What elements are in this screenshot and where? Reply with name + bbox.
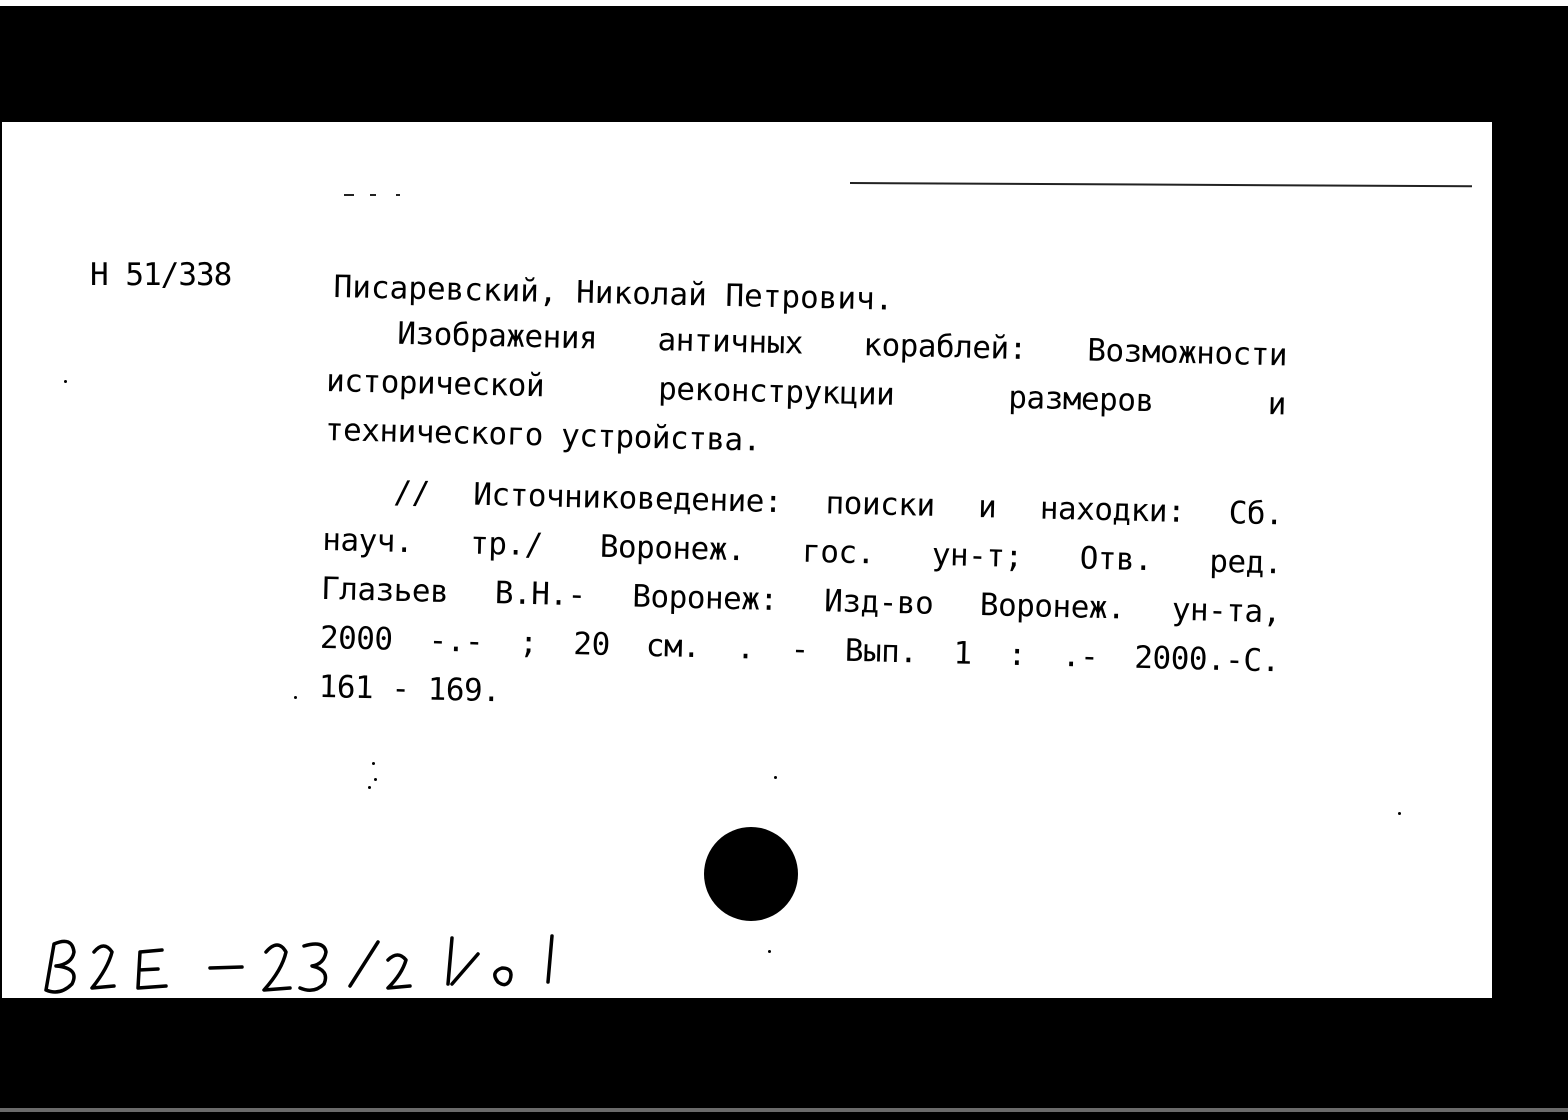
description-word: науч. xyxy=(321,521,414,561)
description-word: Отв. xyxy=(1079,540,1153,579)
description-word: . xyxy=(735,630,755,667)
handwritten-call-number xyxy=(32,912,592,998)
author-heading: Писаревский, Николай Петрович. xyxy=(333,269,894,318)
description-word: -.- xyxy=(428,622,484,660)
speck xyxy=(374,778,377,781)
description-word: Воронеж. xyxy=(979,587,1126,627)
description-word: .- xyxy=(1061,638,1099,675)
description-word: Изображения xyxy=(396,315,598,357)
speck xyxy=(768,950,771,953)
description-word: находки: xyxy=(1039,490,1186,530)
description-word: реконструкции xyxy=(657,371,895,413)
catalog-card xyxy=(2,122,1492,998)
description-word: : xyxy=(1007,636,1027,674)
description-word: размеров xyxy=(1007,379,1155,420)
description-word: см. xyxy=(645,627,701,666)
description-word: кораблей: xyxy=(862,327,1028,368)
speck xyxy=(1398,812,1401,815)
description-word: Воронеж. xyxy=(599,528,746,569)
description-word: тр./ xyxy=(469,525,544,564)
shelfmark: Н 51/338 xyxy=(90,257,232,293)
speck xyxy=(64,380,67,383)
description-word: 1 xyxy=(953,635,973,672)
description-word: 20 xyxy=(572,626,611,663)
description-word: Источниковедение: xyxy=(472,476,783,521)
description-word: гос. xyxy=(801,533,876,572)
description-word: ун-та, xyxy=(1171,591,1282,631)
description-word: технического устройства. xyxy=(324,411,762,459)
card-punch-hole xyxy=(704,827,798,921)
card-mark-dash xyxy=(370,194,376,196)
card-top-rule xyxy=(850,182,1472,187)
description-word: Сб. xyxy=(1228,495,1284,533)
description-word: Вып. xyxy=(844,632,918,671)
description-word: ред. xyxy=(1208,543,1283,582)
speck xyxy=(372,762,375,765)
speck xyxy=(368,786,371,789)
description-word: Изд-во xyxy=(823,583,934,622)
description-word: Возможности xyxy=(1086,332,1288,374)
description-word: 2000.-С. xyxy=(1133,639,1281,680)
speck xyxy=(294,696,297,699)
description-word: и xyxy=(977,488,997,526)
description-word: 2000 xyxy=(319,619,394,658)
description-word: В.Н.- xyxy=(494,575,587,614)
description-word: исторической xyxy=(325,362,545,405)
description-word: Воронеж: xyxy=(631,578,779,619)
description-word: // xyxy=(393,474,431,512)
speck xyxy=(774,776,777,779)
description-word: ун-т; xyxy=(931,536,1024,576)
card-mark-dash xyxy=(396,194,400,196)
card-mark-dash xyxy=(344,194,354,196)
scan-bottom-strip xyxy=(0,1108,1568,1112)
description-word: античных xyxy=(657,322,804,362)
description-word: - xyxy=(790,631,810,668)
description-word: ; xyxy=(518,624,538,662)
description-word: поиски xyxy=(825,485,936,524)
description-word: и xyxy=(1267,385,1287,423)
scan-top-border xyxy=(0,0,1568,6)
description-word: 161 - 169. xyxy=(318,668,501,710)
bibliographic-description xyxy=(318,308,1288,735)
description-word: Глазьев xyxy=(320,570,449,611)
